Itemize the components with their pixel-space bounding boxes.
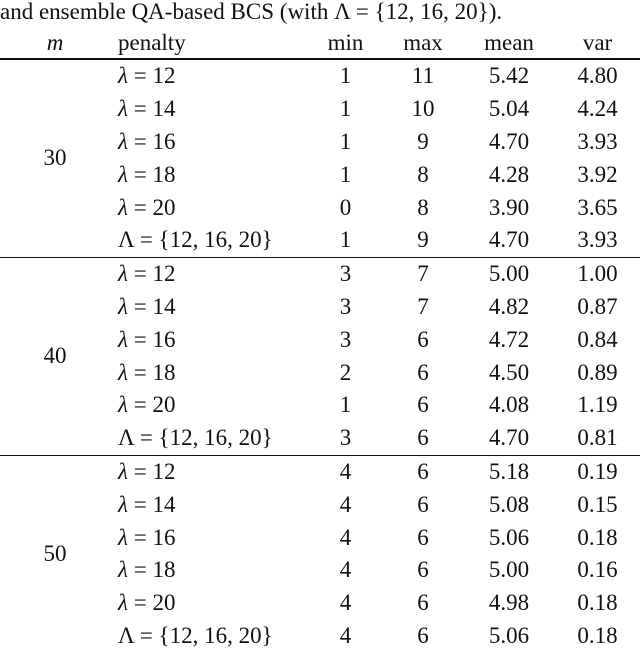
cell-penalty: Λ = {12, 16, 20} [118, 622, 273, 648]
header-penalty: penalty [118, 30, 186, 55]
cell-min: 1 [339, 96, 352, 122]
cell-var: 0.89 [577, 359, 618, 385]
cell-mean: 5.18 [463, 455, 555, 488]
cell-min: 3 [339, 293, 352, 319]
cell-var: 3.93 [577, 227, 618, 253]
lambda-symbol: λ [118, 326, 128, 352]
lambda-symbol: λ [118, 524, 128, 550]
lambda-symbol: λ [118, 63, 128, 89]
cell-penalty: Λ = {12, 16, 20} [118, 425, 273, 451]
cell-penalty: λ = 12 [118, 455, 308, 488]
cell-var: 4.80 [555, 59, 640, 93]
lambda-symbol: λ [118, 557, 128, 583]
cell-max: 7 [417, 293, 429, 319]
table-caption: and ensemble QA-based BCS (with Λ = {12, 16, 20}). [0, 0, 503, 24]
cell-min: 3 [308, 257, 383, 290]
cell-min: 3 [339, 425, 352, 451]
cell-min: 1 [308, 59, 383, 93]
results-table [0, 28, 640, 652]
lambda-symbol: λ [118, 458, 128, 484]
cell-var: 0.81 [577, 425, 618, 451]
cell-min: 4 [339, 590, 352, 616]
cell-penalty: λ = 20 [118, 590, 176, 616]
group-m-value: 50 [0, 455, 118, 652]
cell-min: 4 [339, 622, 352, 648]
cell-mean: 4.82 [488, 293, 530, 319]
cell-max: 6 [417, 425, 429, 451]
cell-min: 2 [339, 359, 352, 385]
table-row [0, 257, 640, 290]
table-row [0, 455, 640, 488]
cell-max: 8 [417, 161, 429, 187]
lambda-symbol: λ [118, 194, 128, 220]
cell-var: 3.65 [577, 194, 618, 220]
lambda-symbol: λ [118, 96, 128, 122]
cell-max: 6 [417, 392, 429, 418]
lambda-symbol: λ [118, 261, 128, 287]
group-m-value: 40 [0, 257, 118, 455]
cell-penalty: λ = 16 [118, 326, 176, 352]
cell-mean: 5.06 [488, 524, 530, 550]
header-row [0, 28, 640, 59]
cell-min: 4 [339, 524, 352, 550]
cell-var: 0.15 [577, 491, 618, 517]
header-var: var [582, 30, 613, 55]
cell-min: 4 [339, 557, 352, 583]
cell-min: 3 [339, 326, 352, 352]
cell-penalty: λ = 20 [118, 392, 176, 418]
lambda-symbol: λ [118, 359, 128, 385]
cell-min: 1 [339, 227, 352, 253]
cell-mean: 4.08 [488, 392, 530, 418]
header-mean: mean [484, 30, 534, 55]
lambda-symbol: λ [118, 590, 128, 616]
cell-penalty: λ = 14 [118, 96, 176, 122]
header-max: max [403, 30, 443, 55]
cell-penalty: λ = 18 [118, 359, 176, 385]
lambda-symbol: λ [118, 491, 128, 517]
cell-max: 6 [417, 622, 429, 648]
cell-var: 1.19 [577, 392, 618, 418]
table-row [0, 59, 640, 93]
cell-penalty: λ = 16 [118, 128, 176, 154]
cell-penalty: λ = 14 [118, 491, 176, 517]
cell-mean: 4.70 [488, 425, 530, 451]
cell-penalty: λ = 12 [118, 257, 308, 290]
lambda-symbol: λ [118, 161, 128, 187]
cell-max: 9 [417, 128, 429, 154]
cell-penalty: λ = 12 [118, 59, 308, 93]
cell-var: 0.18 [577, 524, 618, 550]
cell-mean: 4.98 [488, 590, 530, 616]
cell-mean: 4.72 [488, 326, 530, 352]
header-m-label: m [46, 30, 64, 55]
cell-mean: 4.70 [488, 128, 530, 154]
cell-var: 3.92 [577, 161, 618, 187]
cell-max: 9 [417, 227, 429, 253]
cell-mean: 5.00 [463, 257, 555, 290]
cell-mean: 3.90 [488, 194, 530, 220]
cell-min: 1 [339, 128, 352, 154]
cell-var: 0.18 [577, 590, 618, 616]
cell-var: 0.87 [577, 293, 618, 319]
cell-var: 1.00 [555, 257, 640, 290]
cell-min: 1 [339, 392, 352, 418]
cell-max: 6 [417, 326, 429, 352]
cell-max: 11 [383, 59, 463, 93]
cell-mean: 5.06 [488, 622, 530, 648]
cell-mean: 4.28 [488, 161, 530, 187]
cell-var: 0.84 [577, 326, 618, 352]
cell-penalty: Λ = {12, 16, 20} [118, 227, 273, 253]
cell-penalty: λ = 18 [118, 161, 176, 187]
cell-min: 0 [339, 194, 352, 220]
cell-var: 0.19 [555, 455, 640, 488]
lambda-symbol: λ [118, 392, 128, 418]
cell-max: 10 [411, 96, 435, 122]
cell-var: 0.16 [577, 557, 618, 583]
cell-max: 6 [417, 491, 429, 517]
cell-max: 6 [417, 359, 429, 385]
cell-penalty: λ = 20 [118, 194, 176, 220]
cell-var: 0.18 [577, 622, 618, 648]
cell-penalty: λ = 18 [118, 557, 176, 583]
cell-mean: 5.42 [463, 59, 555, 93]
cell-mean: 5.04 [488, 96, 530, 122]
cell-var: 3.93 [577, 128, 618, 154]
cell-min: 4 [308, 455, 383, 488]
lambda-symbol: λ [118, 293, 128, 319]
cell-min: 1 [339, 161, 352, 187]
cell-max: 6 [383, 455, 463, 488]
cell-max: 6 [417, 524, 429, 550]
cell-max: 6 [417, 557, 429, 583]
header-m [0, 28, 118, 59]
table-body [0, 59, 640, 652]
cell-max: 7 [383, 257, 463, 290]
group-m-value: 30 [0, 59, 118, 257]
cell-mean: 5.00 [488, 557, 530, 583]
cell-penalty: λ = 14 [118, 293, 176, 319]
cell-max: 8 [417, 194, 429, 220]
header-min: min [327, 30, 364, 55]
cell-mean: 4.50 [488, 359, 530, 385]
cell-var: 4.24 [577, 96, 618, 122]
cell-penalty: λ = 16 [118, 524, 176, 550]
cell-mean: 5.08 [488, 491, 530, 517]
cell-mean: 4.70 [488, 227, 530, 253]
cell-min: 4 [339, 491, 352, 517]
cell-max: 6 [417, 590, 429, 616]
lambda-symbol: λ [118, 128, 128, 154]
